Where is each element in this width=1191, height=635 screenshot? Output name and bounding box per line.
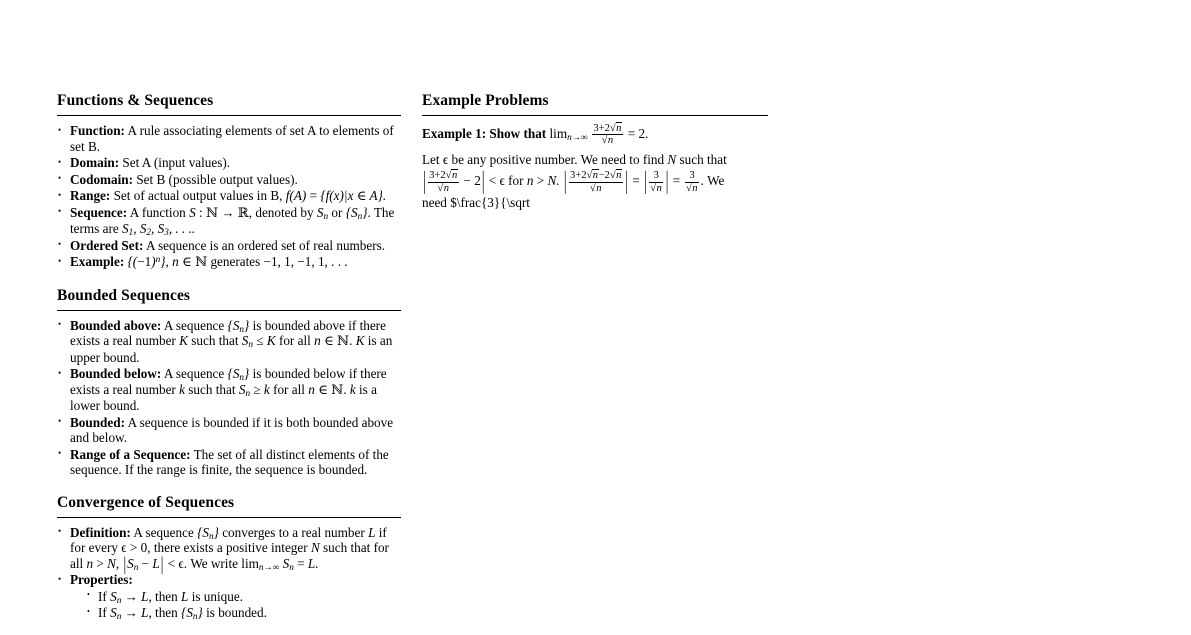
math-set-s-n: $\{S_n\}$ [197, 524, 219, 541]
math-simplification-expression: | $\frac{3+2√n-2√n}{√n}$ | = | $\frac{3}{√n}$ | = $\frac{3}{√n}$ . [563, 165, 704, 195]
section-bounded-sequences [57, 287, 401, 478]
math-set-s-n: $\{S_n\}$ [227, 366, 250, 383]
math-n-in-naturals: n ∈ ℕ [172, 254, 208, 271]
section-convergence-of-sequences [57, 494, 401, 622]
term-definition: The set of all distinct elements of the sequence. If the range is finite, the sequence is bounded. [70, 446, 389, 478]
term-definition: A sequence $\{S_n\}$ is bounded above if there exists a real number K such that $S_n \le K$ for all n ∈ ℕ. K is an upper bound. [70, 317, 393, 365]
fraction-3-over-sqrt-n: $\frac{3}{√n}$ [685, 170, 698, 194]
section-functions-sequences [57, 92, 401, 271]
list-item-ordered-set [57, 238, 401, 254]
list-properties-sub [70, 589, 401, 622]
section-example-problems [422, 92, 768, 211]
example-1-body-line-3-broken-latex [422, 195, 768, 211]
list-bounded-sequences [57, 318, 401, 478]
math-set-s-n: $\{S_n\}$ [345, 204, 368, 221]
term-label: Example: [70, 254, 125, 270]
term-definition: Set of actual output values in B, f(A) = {f(x)|x ∈ A}. [113, 188, 387, 204]
raw-latex-fragment: need $\frac{3}{\sqrt [422, 194, 530, 210]
math-limit-l: L [368, 524, 376, 540]
section-divider [57, 310, 401, 311]
math-sequence-map: S : ℕ → ℝ [189, 204, 249, 221]
math-bounded-above-inequality: $S_n \le K$ [241, 333, 276, 350]
term-label: Range of a Sequence: [70, 446, 191, 462]
math-upper-bound-k: K [179, 333, 188, 349]
section-divider [57, 517, 401, 518]
list-functions-sequences [57, 123, 401, 271]
term-label: Ordered Set: [70, 237, 144, 253]
math-bounded-below-inequality: $S_n \ge k$ [238, 381, 270, 398]
list-item-property-uniqueness: • If $S_n \to L$, then L is unique. [87, 589, 401, 605]
term-definition: A function S : ℕ → ℝ, denoted by $S_n$ or $\{S_n\}$. The terms are $S_1$, $S_2$, $S_3$, . . .. [70, 204, 395, 238]
math-integer-n: N [310, 540, 320, 556]
fraction-numerator-cancel: $\frac{3+2√n-2√n}{√n}$ [570, 170, 622, 194]
section-heading-example-problems: Example Problems [422, 92, 549, 109]
section-heading-convergence-of-sequences: Convergence of Sequences [57, 493, 235, 511]
list-item-property-boundedness: • If $S_n \to L$, then $\{S_n\}$ is bounded. [87, 605, 401, 621]
term-definition: Set B (possible output values). [136, 171, 298, 187]
term-label: Domain: [70, 155, 120, 171]
example-1-body-line-2: | $\frac{3+2√n}{√n}$ − 2| < ϵ for n > N. | $\frac{3+2√n-2√n}{√n}$ | = | $\frac{3}{√n}$ | = $\frac{3}{√n}$ . We [423, 165, 725, 195]
term-definition: A rule associating elements of set A to elements of set B. [70, 123, 394, 154]
math-upper-bound-k: K [355, 333, 365, 349]
term-label: Sequence: [70, 204, 128, 220]
section-heading-bounded-sequences: Bounded Sequences [57, 286, 191, 304]
list-item-codomain [57, 172, 401, 188]
list-convergence [57, 525, 401, 622]
math-set-s-n: $\{S_n\}$ [227, 317, 250, 334]
math-terms-list: $S_1$, $S_2$, $S_3$, . . .. [122, 221, 196, 238]
math-integer-n: N [667, 151, 677, 167]
list-item-definition [57, 525, 401, 572]
math-lower-bound-k: k [179, 381, 185, 397]
list-item-bounded-below [57, 366, 401, 414]
math-limit-l: L [181, 588, 189, 604]
term-label: Bounded: [70, 414, 125, 430]
fraction-3-plus-2-sqrt-n-over-sqrt-n: $\frac{3+2√n}{√n}$ [593, 123, 622, 147]
math-n-greater-n: n > N [86, 555, 116, 571]
math-n-greater-n: n > N. [526, 173, 560, 189]
term-label: Function: [70, 123, 125, 139]
section-heading-functions-sequences: Functions & Sequences [57, 92, 214, 109]
list-item-domain [57, 155, 401, 171]
math-set-s-n: $\{S_n\}$ [181, 605, 203, 622]
math-s-n-to-l: $S_n \to L$ [110, 588, 149, 605]
math-example-1-limit: $\lim_{n\to\infty}$ $\frac{3+2√n}{√n}$ = 2. [549, 123, 649, 147]
term-label: Properties: [70, 572, 133, 588]
math-lower-bound-k: k [349, 381, 356, 397]
math-epsilon-positive: ϵ > 0 [121, 540, 148, 556]
math-limit-statement: $\lim_{n\to\infty} S_n = L$. [241, 555, 319, 572]
term-label: Bounded below: [70, 366, 162, 382]
math-convergence-inequality: $|S_n - L| < \epsilon$ [123, 552, 184, 574]
math-s-n-to-l: $S_n \to L$ [110, 605, 149, 622]
example-1-title [422, 123, 768, 147]
section-divider [422, 115, 768, 116]
term-definition: Set A (input values). [122, 155, 231, 171]
term-label: Codomain: [70, 171, 134, 187]
math-alternating-sequence: $\{(-1)^n\}$ [127, 253, 166, 270]
list-item-function [57, 123, 401, 154]
left-column [57, 92, 401, 635]
math-n-in-naturals: n ∈ ℕ [314, 333, 350, 350]
list-item-bounded-above [57, 318, 401, 366]
list-item-bounded [57, 415, 401, 446]
math-epsilon: ϵ [442, 151, 449, 167]
fraction-3-over-sqrt-n: $\frac{3}{√n}$ [650, 170, 662, 194]
example-title-prefix: Example 1: Show that [422, 125, 547, 141]
math-generated-values: −1, 1, −1, 1, . . . [263, 254, 348, 270]
list-item-example [57, 254, 401, 271]
section-divider [57, 115, 401, 116]
example-1-body-line-1: Let ϵ be any positive number. We need to find N such that [422, 151, 727, 167]
term-definition: A sequence is bounded if it is both bounded above and below. [70, 414, 394, 446]
right-column [422, 92, 768, 225]
term-label: Definition: [70, 524, 131, 540]
list-item-properties [57, 572, 401, 621]
term-definition: $\{(-1)^n\}$, n ∈ ℕ generates −1, 1, −1, 1, . . . [127, 253, 348, 271]
math-s-n: $S_n$ [316, 204, 329, 221]
math-range-formula: f(A) = {f(x)|x ∈ A}. [285, 188, 387, 204]
term-label: Bounded above: [70, 317, 162, 333]
list-item-range-of-sequence [57, 447, 401, 478]
term-definition: A sequence $\{S_n\}$ converges to a real number L if for every ϵ > 0, there exists a positive integer N such that for all n > N, $|S_n - L| < \epsilon$. We write $\lim_{n\to\infty} S_n = L$. [70, 524, 389, 574]
term-label: Range: [70, 188, 111, 204]
fraction-3-plus-2-sqrt-n-over-sqrt-n: $\frac{3+2√n}{√n}$ [429, 170, 458, 194]
math-n-in-naturals: n ∈ ℕ [308, 381, 344, 398]
list-item-sequence [57, 205, 401, 237]
math-epsilon-bound-expression: | $\frac{3+2√n}{√n}$ − 2| < ϵ [423, 165, 505, 195]
term-definition: A sequence $\{S_n\}$ is bounded below if there exists a real number k such that $S_n \ge k$ for all n ∈ ℕ. k is a lower bound. [70, 366, 387, 414]
list-item-range [57, 188, 401, 204]
term-definition: A sequence is an ordered set of real numbers. [145, 237, 386, 253]
